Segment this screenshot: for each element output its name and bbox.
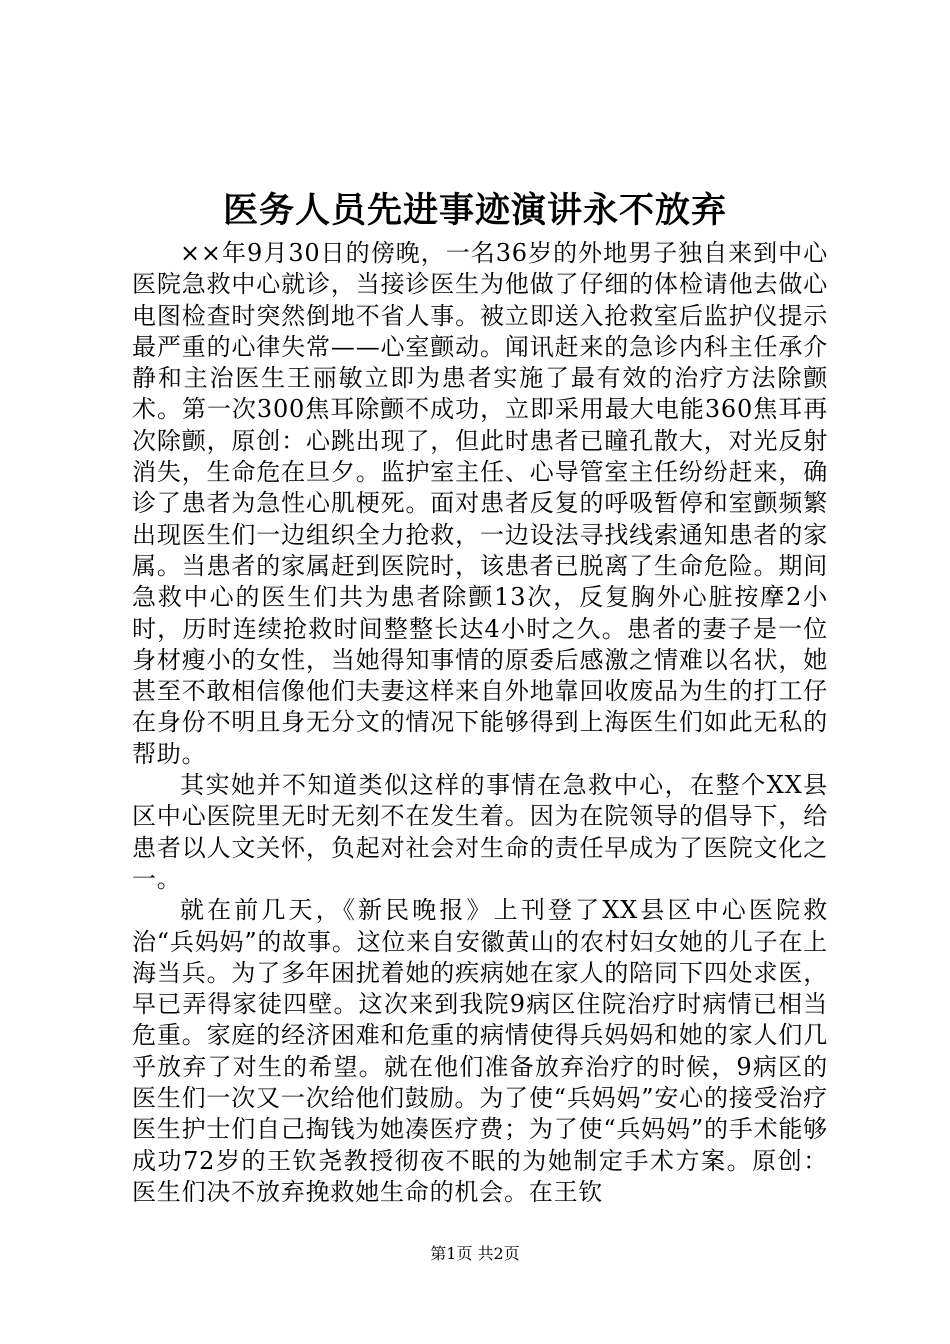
paragraph-1: ××年9月30日的傍晚，一名36岁的外地男子独自来到中心医院急救中心就诊，当接诊医生为他做了仔细的体检请他去做心电图检查时突然倒地不省人事。被立即送入抢救室后监护仪提示最严重的心律失常——心室颤动。闻讯赶来的急诊内科主任承介静和主治医生王丽敏立即为患者实施了最有效的治疗方法除颤术。第一次300焦耳除颤不成功，立即采用最大电能360焦耳再次除颤，原创：心跳出现了，但此时患者已瞳孔散大，对光反射消失，生命危在旦夕。监护室主任、心导管室主任纷纷赶来，确诊了患者为急性心肌梗死。面对患者反复的呼吸暂停和室颤频繁出现医生们一边组织全力抢救，一边设法寻找线索通知患者的家属。当患者的家属赶到医院时，该患者已脱离了生命危险。期间急救中心的医生们共为患者除颤13次，反复胸外心脏按摩2小时，历时连续抢救时间整整长达4小时之久。患者的妻子是一位身材瘦小的女性，当她得知事情的原委后感激之情难以名状，她甚至不敢相信像他们夫妻这样来自外地靠回收废品为生的打工仔在身份不明且身无分文的情况下能够得到上海医生们如此无私的帮助。 <box>132 239 828 768</box>
page-footer: 第1页 共2页 <box>430 1244 520 1263</box>
article-body <box>132 238 828 1208</box>
paragraph-3: 就在前几天，《新民晚报》上刊登了XX县区中心医院救治“兵妈妈”的故事。这位来自安徽黄山的农村妇女她的儿子在上海当兵。为了多年困扰着她的疾病她在家人的陪同下四处求医，早已弄得家徒四壁。这次来到我院9病区住院治疗时病情已相当危重。家庭的经济困难和危重的病情使得兵妈妈和她的家人们几乎放弃了对生的希望。就在他们准备放弃治疗的时候，9病区的医生们一次又一次给他们鼓励。为了使“兵妈妈”安心的接受治疗医生护士们自己掏钱为她凑医疗费；为了使“兵妈妈”的手术能够成功72岁的王钦尧教授彻夜不眠的为她制定手术方案。原创：医生们决不放弃挽救她生命的机会。在王钦 <box>132 896 828 1206</box>
page-title: 医务人员先进事迹演讲永不放弃 <box>222 190 727 231</box>
paragraph-2: 其实她并不知道类似这样的事情在急救中心，在整个XX县区中心医院里无时无刻不在发生着。因为在院领导的倡导下，给患者以人文关怀，负起对社会对生命的责任早成为了医院文化之一。 <box>132 771 828 893</box>
